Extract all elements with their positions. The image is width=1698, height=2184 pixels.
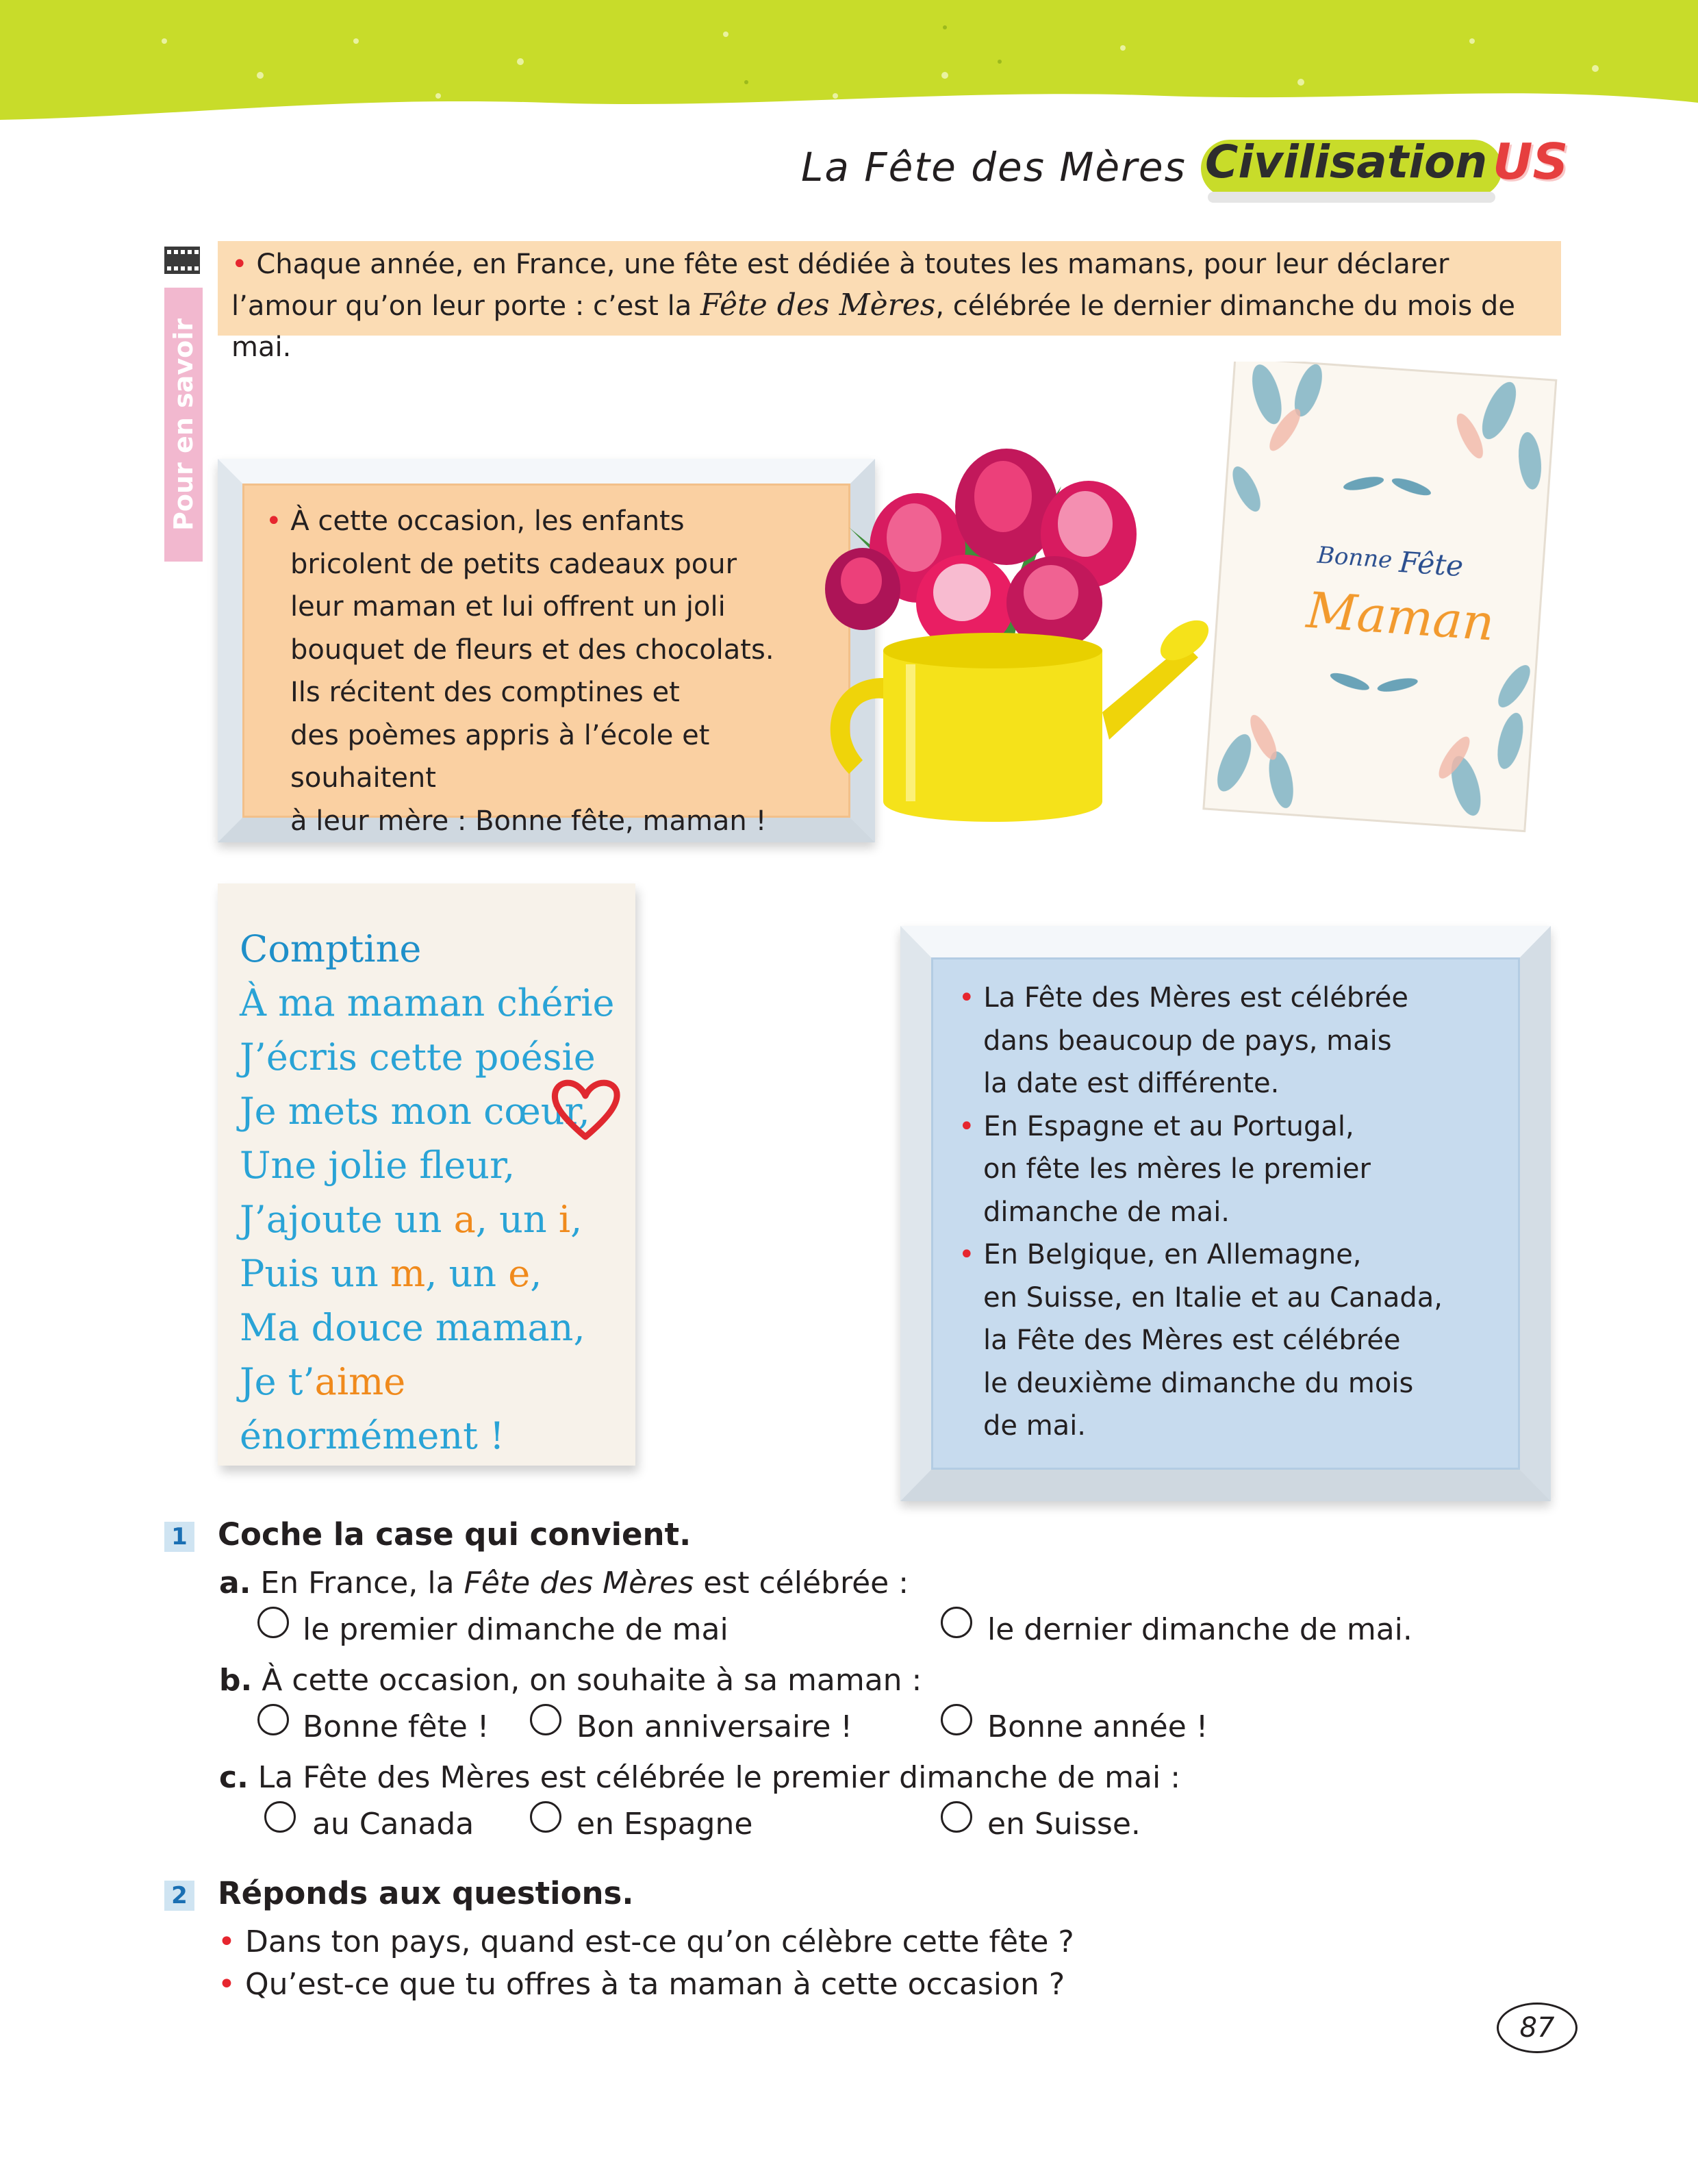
exercise-number: 2 xyxy=(164,1881,194,1911)
radio-b-1[interactable] xyxy=(257,1704,289,1735)
countries-line: dans beaucoup de pays, mais xyxy=(983,1025,1392,1057)
card-text-bonne: Bonne xyxy=(1316,541,1393,575)
exercise-instruction: Réponds aux questions. xyxy=(218,1875,634,1911)
radio-b-2[interactable] xyxy=(530,1704,561,1735)
greeting-card-image xyxy=(1198,362,1561,834)
radio-c-3[interactable] xyxy=(941,1801,972,1833)
countries-line: En Espagne et au Portugal, xyxy=(983,1110,1354,1142)
option-label: le dernier dimanche de mai. xyxy=(987,1612,1412,1647)
option-label: Bonne année ! xyxy=(987,1709,1208,1744)
bullet-icon: • xyxy=(266,505,291,537)
radio-c-2[interactable] xyxy=(530,1801,561,1833)
poem-line: J’ajoute un a, un i, xyxy=(240,1198,583,1241)
countries-line: on fête les mères le premier xyxy=(983,1153,1371,1185)
occasion-text xyxy=(266,500,841,842)
countries-line: la Fête des Mères est célébrée xyxy=(983,1325,1401,1356)
option-label: au Canada xyxy=(312,1807,474,1842)
option-label: Bonne fête ! xyxy=(303,1709,490,1744)
poem-line: J’écris cette poésie xyxy=(240,1035,596,1079)
occasion-line: bouquet de fleurs et des chocolats. xyxy=(290,633,774,666)
countries-line: en Suisse, en Italie et au Canada, xyxy=(983,1281,1443,1314)
poem-line: Ma douce maman, xyxy=(240,1306,585,1349)
bullet-icon: • xyxy=(959,1110,984,1142)
poem-line: Une jolie fleur, xyxy=(240,1144,516,1187)
section-label: Civilisation xyxy=(1205,136,1488,188)
option-label: Bon anniversaire ! xyxy=(576,1709,853,1744)
countries-line: La Fête des Mères est célébrée xyxy=(983,982,1409,1014)
countries-line: dimanche de mai. xyxy=(983,1196,1230,1228)
countries-text xyxy=(959,977,1506,1448)
bullet-icon: • xyxy=(218,1967,245,2002)
intro-text-end: , célébrée le dernier dimanche du mois de mai. xyxy=(231,290,1515,363)
comptine-poem xyxy=(240,922,635,1463)
countries-line: le deuxième dimanche du mois xyxy=(983,1367,1414,1399)
page-header xyxy=(794,130,1588,212)
bullet-icon: • xyxy=(959,1239,984,1270)
occasion-line: à leur mère : Bonne fête, maman ! xyxy=(290,805,767,837)
occasion-line: Ils récitent des comptines et xyxy=(290,677,680,708)
page-number: 87 xyxy=(1497,2003,1577,2053)
radio-a-2[interactable] xyxy=(941,1607,972,1638)
top-banner xyxy=(0,0,1698,137)
radio-b-3[interactable] xyxy=(941,1704,972,1735)
countries-box xyxy=(931,957,1520,1470)
question-c: c. La Fête des Mères est célébrée le premier dimanche de mai : xyxy=(219,1760,1181,1795)
occasion-line: À cette occasion, les enfants xyxy=(290,505,685,537)
comptine-card xyxy=(218,883,635,1466)
film-clapper-icon xyxy=(164,247,200,274)
countries-line: de mai. xyxy=(983,1410,1087,1442)
comptine-title: Comptine xyxy=(240,927,422,970)
card-text-maman: Maman xyxy=(1304,581,1496,652)
intro-text-start: Chaque année, en France, une fête est dédiée à toutes les mamans, pour leur déclarer l’amour qu’on leur porte : c’est la xyxy=(231,249,1449,322)
question-line: • Dans ton pays, quand est-ce qu’on célèbre cette fête ? xyxy=(218,1924,1074,1959)
countries-line: En Belgique, en Allemagne, xyxy=(983,1239,1362,1270)
side-tab xyxy=(164,288,237,562)
option-label: en Suisse. xyxy=(987,1807,1141,1842)
option-label: en Espagne xyxy=(576,1807,753,1842)
page-title: La Fête des Mères xyxy=(801,144,1187,190)
bullet-icon: • xyxy=(218,1924,245,1959)
question-b: b. À cette occasion, on souhaite à sa maman : xyxy=(219,1663,922,1698)
intro-text xyxy=(231,244,1553,368)
unit-label: US xyxy=(1493,133,1569,190)
bullet-icon: • xyxy=(959,982,984,1014)
card-text-fete: Fête xyxy=(1398,544,1465,583)
occasion-line: des poèmes appris à l’école et souhaitent xyxy=(290,719,710,794)
side-tab-label: Pour en savoir plus xyxy=(168,318,237,531)
question-line: • Qu’est-ce que tu offres à ta maman à cette occasion ? xyxy=(218,1967,1065,2002)
question-a: a. En France, la Fête des Mères est célébrée : xyxy=(219,1566,909,1601)
bullet-icon: • xyxy=(231,249,257,280)
option-label: le premier dimanche de mai xyxy=(303,1612,728,1647)
exercise-instruction: Coche la case qui convient. xyxy=(218,1516,692,1553)
occasion-line: bricolent de petits cadeaux pour xyxy=(290,548,737,580)
radio-a-1[interactable] xyxy=(257,1607,289,1638)
occasion-line: leur maman et lui offrent un joli xyxy=(290,591,726,623)
intro-highlight: Fête des Mères xyxy=(700,288,936,323)
exercise-number: 1 xyxy=(164,1522,194,1552)
poem-line: À ma maman chérie xyxy=(240,981,615,1025)
intro-box xyxy=(218,241,1561,363)
radio-c-1[interactable] xyxy=(264,1801,296,1833)
heart-icon xyxy=(548,1075,623,1144)
poem-line: Je mets mon cœur, xyxy=(240,1090,590,1133)
poem-line: Je t’aime énormément ! xyxy=(240,1360,505,1457)
occasion-box xyxy=(242,484,850,837)
tulips-watering-can-image xyxy=(774,418,1212,856)
countries-line: la date est différente. xyxy=(983,1068,1280,1099)
poem-line: Puis un m, un e, xyxy=(240,1252,542,1295)
